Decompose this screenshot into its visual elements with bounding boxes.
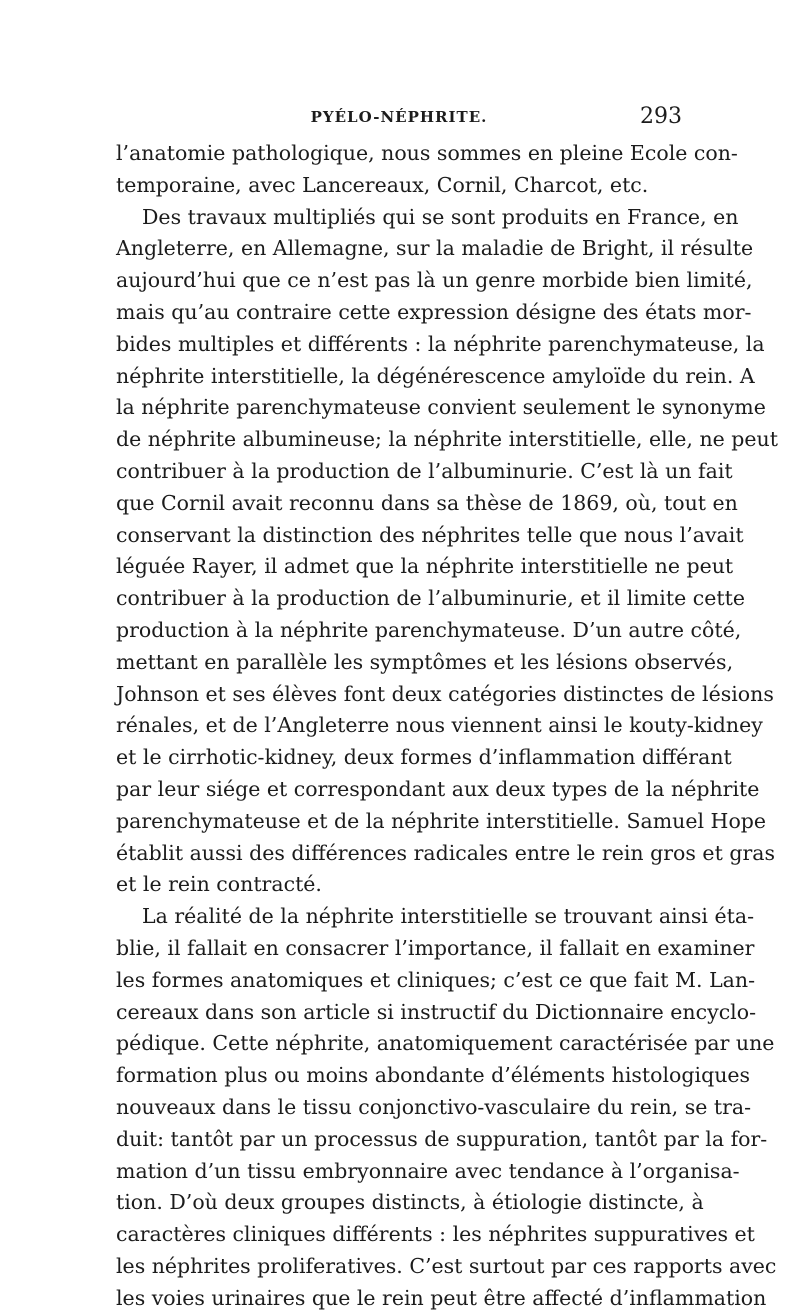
running-head bbox=[116, 104, 682, 136]
text-line: cereaux dans son article si instructif du Dictionnaire encyclo- bbox=[116, 999, 756, 1024]
text-line: léguée Rayer, il admet que la néphrite interstitielle ne peut bbox=[116, 554, 734, 579]
text-line: nouveaux dans le tissu conjonctivo-vasculaire du rein, se tra- bbox=[116, 1094, 752, 1119]
text-line: et le rein contracté. bbox=[116, 872, 322, 897]
text-line: que Cornil avait reconnu dans sa thèse de 1869, où, tout en bbox=[116, 490, 738, 515]
text-line: La réalité de la néphrite interstitielle se trouvant ainsi éta- bbox=[142, 904, 755, 929]
text-line: mation d’un tissu embryonnaire avec tendance à l’organisa- bbox=[116, 1158, 740, 1183]
text-line: aujourd’hui que ce n’est pas là un genre morbide bien limité, bbox=[116, 268, 753, 293]
text-line: de néphrite albumineuse; la néphrite interstitielle, elle, ne peut bbox=[116, 427, 778, 452]
text-line: blie, il fallait en consacrer l’importance, il fallait en examiner bbox=[116, 935, 755, 960]
text-line: les néphrites proliferatives. C’est surtout par ces rapports avec bbox=[116, 1253, 777, 1278]
text-line: les formes anatomiques et cliniques; c’est ce que fait M. Lan- bbox=[116, 967, 756, 992]
running-title: PYÉLO-NÉPHRITE. bbox=[310, 108, 488, 126]
text-line: les voies urinaires que le rein peut être affecté d’inflammation bbox=[116, 1285, 767, 1310]
body-text bbox=[116, 138, 778, 1314]
text-line: parenchymateuse et de la néphrite interstitielle. Samuel Hope bbox=[116, 808, 767, 833]
text-line: contribuer à la production de l’albuminurie. C’est là un fait bbox=[116, 458, 733, 483]
text-line: établit aussi des différences radicales entre le rein gros et gras bbox=[116, 840, 775, 865]
text-line: pédique. Cette néphrite, anatomiquement caractérisée par une bbox=[116, 1031, 775, 1056]
text-line: mais qu’au contraire cette expression désigne des états mor- bbox=[116, 299, 752, 324]
text-line: Des travaux multipliés qui se sont produits en France, en bbox=[142, 204, 739, 229]
text-line: temporaine, avec Lancereaux, Cornil, Charcot, etc. bbox=[116, 172, 649, 197]
text-line: et le cirrhotic-kidney, deux formes d’inflammation différant bbox=[116, 745, 732, 770]
text-line: production à la néphrite parenchymateuse. D’un autre côté, bbox=[116, 617, 742, 642]
text-line: la néphrite parenchymateuse convient seulement le synonyme bbox=[116, 395, 766, 420]
text-line: néphrite interstitielle, la dégénérescence amyloïde du rein. A bbox=[116, 363, 755, 388]
text-line: bides multiples et différents : la néphrite parenchymateuse, la bbox=[116, 331, 765, 356]
text-line: tion. D’où deux groupes distincts, à étiologie distincte, à bbox=[116, 1190, 704, 1215]
text-line: Angleterre, en Allemagne, sur la maladie de Bright, il résulte bbox=[116, 236, 754, 261]
page-number: 293 bbox=[640, 104, 682, 129]
text-line: formation plus ou moins abondante d’éléments histologiques bbox=[116, 1063, 751, 1088]
text-line: par leur siége et correspondant aux deux types de la néphrite bbox=[116, 776, 760, 801]
text-line: l’anatomie pathologique, nous sommes en pleine Ecole con- bbox=[116, 141, 738, 165]
text-line: mettant en parallèle les symptômes et les lésions observés, bbox=[116, 649, 734, 674]
text-line: caractères cliniques différents : les néphrites suppuratives et bbox=[116, 1222, 755, 1247]
text-line: Johnson et ses élèves font deux catégories distinctes de lésions bbox=[116, 681, 774, 706]
text-line: conservant la distinction des néphrites telle que nous l’avait bbox=[116, 522, 744, 547]
text-line: rénales, et de l’Angleterre nous viennent ainsi le kouty-kidney bbox=[116, 713, 763, 738]
text-line: contribuer à la production de l’albuminurie, et il limite cette bbox=[116, 586, 745, 611]
text-line: duit: tantôt par un processus de suppuration, tantôt par la for- bbox=[116, 1126, 768, 1151]
